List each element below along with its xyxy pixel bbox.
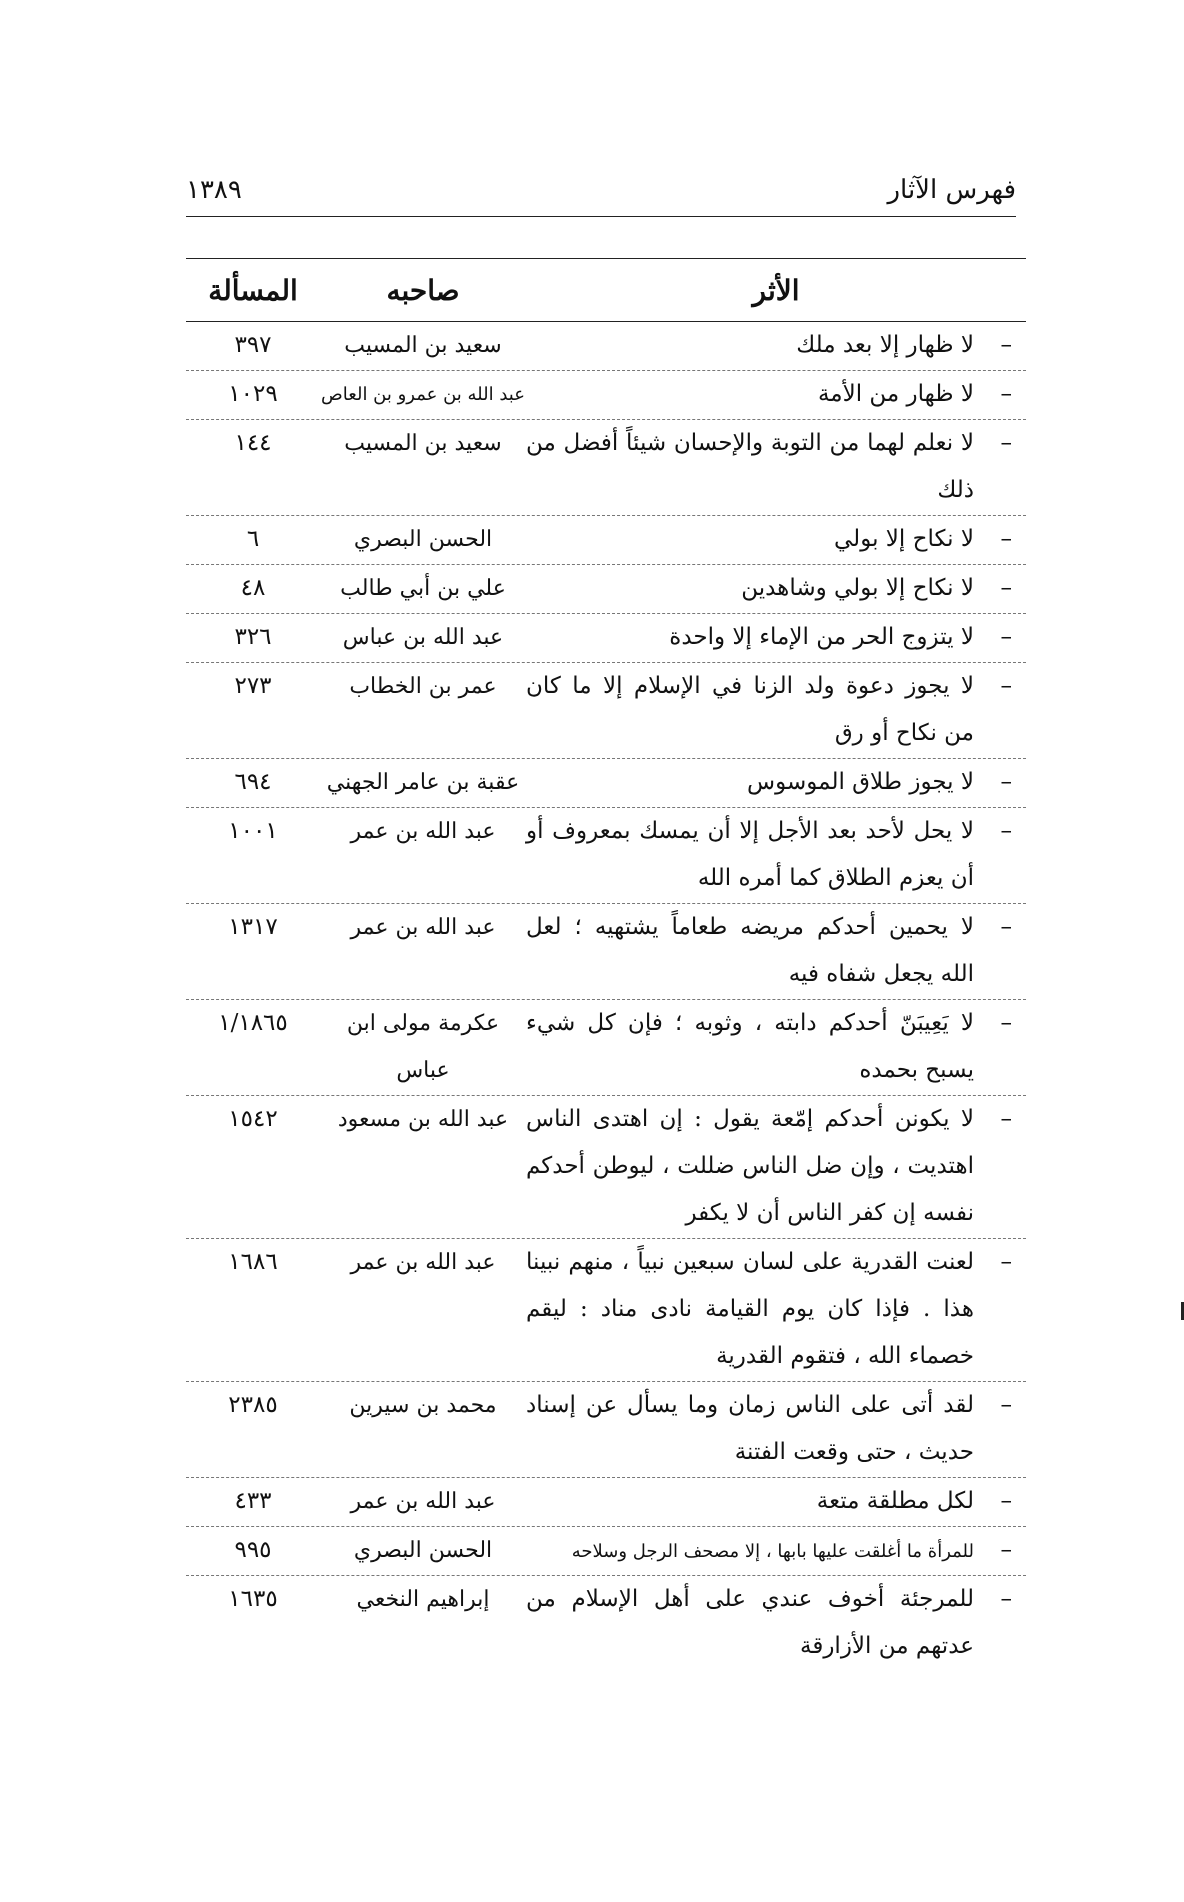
dash-marker: – [1000, 769, 1012, 795]
table-row [186, 565, 1026, 614]
athar-author: إبراهيم النخعي [356, 1587, 490, 1612]
dash-marker: – [1000, 1586, 1012, 1612]
section-title: فهرس الآثار [887, 175, 1016, 205]
table-row [186, 1000, 1026, 1096]
masala-number: ١٥٤٢ [228, 1106, 278, 1132]
athar-text: لا يتزوج الحر من الإماء إلا واحدة [669, 624, 974, 650]
athar-text: لا يحمين أحدكم مريضه طعاماً يشتهيه ؛ لعل الله يجعل شفاه فيه [526, 914, 974, 987]
table-header-row [186, 259, 1026, 322]
table-row [186, 614, 1026, 663]
dash-marker: – [1000, 575, 1012, 601]
table-row [186, 1382, 1026, 1478]
header-rule [186, 216, 1016, 217]
dash-marker: – [1000, 332, 1012, 358]
athar-text: لا يجوز دعوة ولد الزنا في الإسلام إلا ما كان من نكاح أو رق [526, 673, 974, 746]
athar-index-table [186, 258, 1026, 1671]
dash-marker: – [1000, 430, 1012, 456]
masala-number: ٦٩٤ [234, 769, 272, 795]
masala-number: ٦ [246, 526, 260, 552]
athar-author: عقبة بن عامر الجهني [326, 770, 520, 795]
masala-number: ٤٣٣ [234, 1488, 272, 1514]
masala-number: ١٦٨٦ [228, 1249, 278, 1275]
dash-marker: – [1000, 1010, 1012, 1036]
dash-marker: – [1000, 1249, 1012, 1275]
athar-text: لا نكاح إلا بولي [834, 526, 974, 552]
masala-number: ١٠٠١ [228, 818, 278, 844]
athar-text: لا ظهار إلا بعد ملك [796, 332, 974, 358]
dash-marker: – [1000, 1106, 1012, 1132]
masala-number: ٢٣٨٥ [228, 1392, 278, 1418]
dash-marker: – [1000, 1392, 1012, 1418]
masala-number: ١/١٨٦٥ [218, 1010, 288, 1036]
table-row [186, 516, 1026, 565]
athar-author: عبد الله بن عباس [342, 625, 504, 650]
table-row [186, 904, 1026, 1000]
dash-marker: – [1000, 818, 1012, 844]
athar-text: لقد أتى على الناس زمان وما يسأل عن إسناد حديث ، حتى وقعت الفتنة [526, 1392, 974, 1465]
table-row [186, 663, 1026, 759]
table-row [186, 1096, 1026, 1239]
column-header-text: الأثر [752, 273, 800, 307]
athar-author: عبد الله بن عمر [350, 1250, 496, 1275]
dash-marker: – [1000, 624, 1012, 650]
athar-author: الحسن البصري [353, 1538, 493, 1563]
athar-author: سعيد بن المسيب [344, 333, 502, 358]
athar-author: محمد بن سيرين [349, 1393, 497, 1418]
masala-number: ١٦٣٥ [228, 1586, 278, 1612]
table-row [186, 371, 1026, 420]
masala-number: ٣٩٧ [234, 332, 272, 358]
masala-number: ١٣١٧ [228, 914, 278, 940]
running-header [186, 166, 1016, 214]
page-number: ١٣٨٩ [186, 175, 242, 205]
athar-author: سعيد بن المسيب [344, 431, 502, 456]
athar-text: لا يكونن أحدكم إمّعة يقول : إن اهتدى الناس اهتديت ، وإن ضل الناس ضللت ، ليوطن أحدكم نفسه إن كفر الناس أن لا يكفر [526, 1106, 974, 1226]
column-header-author: صاحبه [386, 273, 460, 307]
table-row [186, 1239, 1026, 1382]
masala-number: ٣٢٦ [234, 624, 272, 650]
athar-text: لا ظهار من الأمة [817, 381, 974, 407]
column-header-number: المسألة [208, 273, 298, 307]
table-row [186, 322, 1026, 371]
athar-author: الحسن البصري [353, 527, 493, 552]
athar-text: لا نعلم لهما من التوبة والإحسان شيئاً أفضل من ذلك [526, 430, 974, 503]
athar-author: عبد الله بن عمر [350, 1489, 496, 1514]
athar-author: علي بن أبي طالب [340, 576, 506, 601]
dash-marker: – [1000, 1537, 1012, 1563]
dash-marker: – [1000, 673, 1012, 699]
masala-number: ٩٩٥ [234, 1537, 272, 1563]
masala-number: ٤٨ [240, 575, 266, 601]
masala-number: ١٠٢٩ [228, 381, 278, 407]
table-row [186, 420, 1026, 516]
athar-author: عكرمة مولى ابن عباس [346, 1011, 500, 1083]
table-row [186, 1576, 1026, 1671]
athar-text: للمرأة ما أغلقت عليها بابها ، إلا مصحف الرجل وسلاحه [571, 1541, 974, 1562]
athar-text: لكل مطلقة متعة [816, 1488, 974, 1514]
dash-marker: – [1000, 381, 1012, 407]
masala-number: ١٤٤ [234, 430, 272, 456]
table-row [186, 759, 1026, 808]
table-row [186, 1478, 1026, 1527]
athar-text: للمرجئة أخوف عندي على أهل الإسلام من عدتهم من الأزارقة [526, 1586, 974, 1659]
athar-author: عبد الله بن عمر [350, 915, 496, 940]
athar-text: لا يحل لأحد بعد الأجل إلا أن يمسك بمعروف أو أن يعزم الطلاق كما أمره الله [526, 818, 974, 891]
athar-author: عبد الله بن عمر [350, 819, 496, 844]
dash-marker: – [1000, 1488, 1012, 1514]
masala-number: ٢٧٣ [234, 673, 272, 699]
athar-author: عمر بن الخطاب [349, 674, 497, 699]
table-row [186, 808, 1026, 904]
athar-text: لعنت القدرية على لسان سبعين نبياً ، منهم نبينا هذا . فإذا كان يوم القيامة نادى مناد : ليقم خصماء الله ، فتقوم القدرية [526, 1249, 974, 1369]
athar-author: عبد الله بن عمرو بن العاص [321, 384, 525, 405]
athar-text: لا يجوز طلاق الموسوس [747, 769, 974, 795]
athar-text: لا نكاح إلا بولي وشاهدين [741, 575, 974, 601]
table-row [186, 1527, 1026, 1576]
dash-marker: – [1000, 526, 1012, 552]
athar-author: عبد الله بن مسعود [337, 1107, 509, 1132]
athar-text: لا يَعِيبَنّ أحدكم دابته ، وثوبه ؛ فإن كل شيء يسبح بحمده [526, 1010, 974, 1083]
dash-marker: – [1000, 914, 1012, 940]
